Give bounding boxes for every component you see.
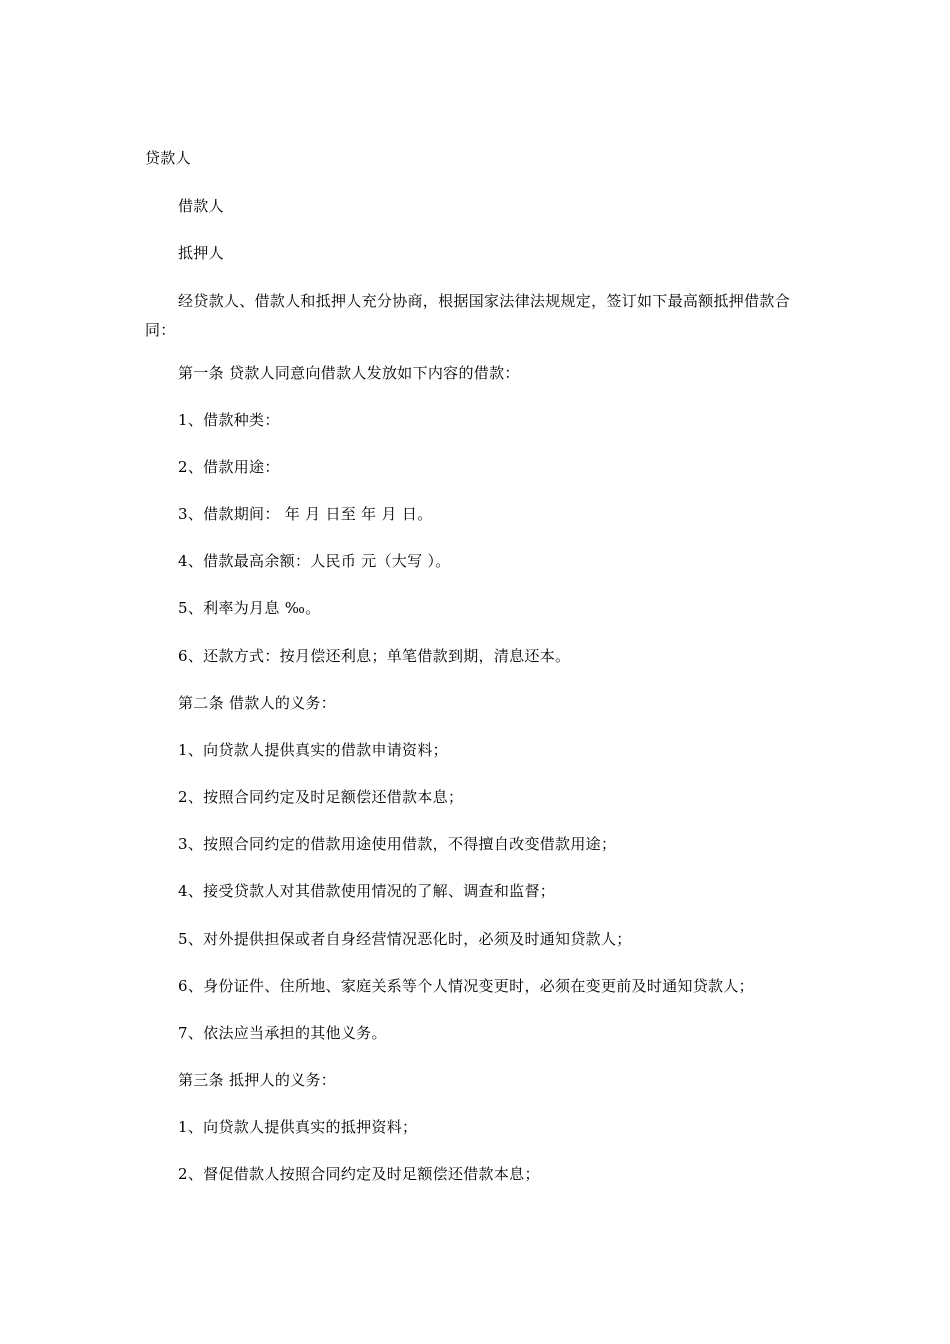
article2-item-2: 2、按照合同约定及时足额偿还借款本息；: [178, 788, 464, 806]
article1-item-5: 5、利率为月息 ‰。: [178, 599, 321, 617]
article1-item-1: 1、借款种类：: [178, 411, 280, 429]
preamble-paragraph: 经贷款人、借款人和抵押人充分协商，根据国家法律法规规定，签订如下最高额抵押借款合同：: [145, 292, 791, 339]
party-lender: 贷款人: [145, 149, 191, 167]
article3-item-2: 2、督促借款人按照合同约定及时足额偿还借款本息；: [178, 1165, 540, 1183]
article3-item-1: 1、向贷款人提供真实的抵押资料；: [178, 1118, 418, 1136]
article2-item-7: 7、依法应当承担的其他义务。: [178, 1024, 387, 1042]
article1-item-6: 6、还款方式：按月偿还利息；单笔借款到期，清息还本。: [178, 647, 571, 665]
article2-item-6: 6、身份证件、住所地、家庭关系等个人情况变更时，必须在变更前及时通知贷款人；: [178, 977, 754, 995]
article1-heading: 第一条 贷款人同意向借款人发放如下内容的借款：: [178, 364, 520, 382]
article1-item-4: 4、借款最高余额：人民币 元（大写 ）。: [178, 552, 451, 570]
article2-item-4: 4、接受贷款人对其借款使用情况的了解、调查和监督；: [178, 882, 556, 900]
article1-item-2: 2、借款用途：: [178, 458, 280, 476]
article2-heading: 第二条 借款人的义务：: [178, 694, 337, 712]
article2-item-5: 5、对外提供担保或者自身经营情况恶化时，必须及时通知贷款人；: [178, 930, 632, 948]
party-borrower: 借款人: [178, 197, 224, 215]
article3-heading: 第三条 抵押人的义务：: [178, 1071, 337, 1089]
article2-item-1: 1、向贷款人提供真实的借款申请资料；: [178, 741, 448, 759]
party-mortgagor: 抵押人: [178, 244, 224, 262]
article1-item-3: 3、借款期间： 年 月 日至 年 月 日。: [178, 505, 433, 523]
article2-item-3: 3、按照合同约定的借款用途使用借款，不得擅自改变借款用途；: [178, 835, 617, 853]
